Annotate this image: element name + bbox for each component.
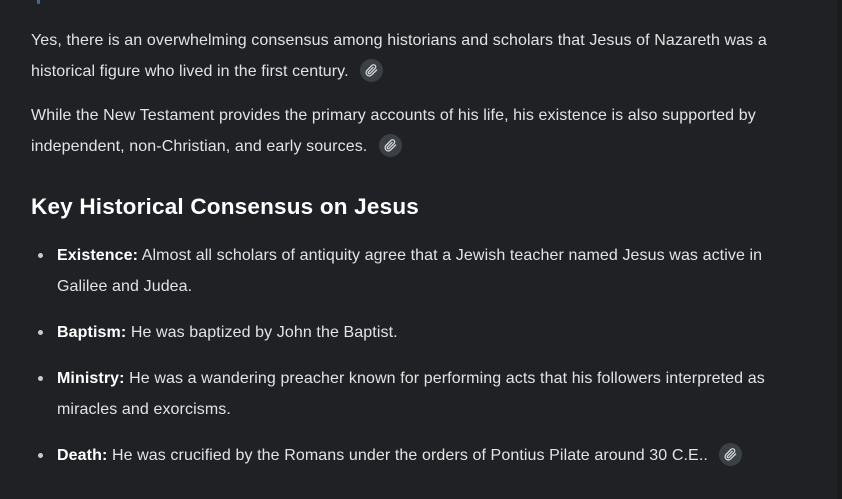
paragraph-text: Yes, there is an overwhelming consensus among historians and scholars that Jesus of Nazareth was a historical figure who lived in the first century.	[31, 32, 767, 80]
list-item	[31, 240, 806, 302]
citation-link-icon[interactable]	[360, 59, 383, 82]
list-item-label: Baptism:	[57, 324, 127, 341]
citation-link-icon[interactable]	[379, 134, 402, 157]
bullet-dot	[38, 330, 43, 335]
list-item	[31, 440, 806, 471]
paragraph-text: While the New Testament provides the primary accounts of his life, his existence is also supported by independent, non-Christian, and early sources.	[31, 107, 756, 155]
list-item-text: He was crucified by the Romans under the orders of Pontius Pilate around 30 C.E..	[111, 447, 708, 464]
list-item	[31, 317, 806, 348]
list-item-text: Almost all scholars of antiquity agree that a Jewish teacher named Jesus was active in Galilee and Judea.	[57, 247, 763, 295]
citation-link-icon[interactable]	[719, 443, 742, 466]
consensus-list	[31, 240, 806, 471]
list-item-text: He was a wandering preacher known for performing acts that his followers interpreted as miracles and exorcisms.	[57, 370, 765, 418]
list-item-text: He was baptized by John the Baptist.	[130, 324, 398, 341]
bullet-dot	[38, 253, 43, 258]
list-item-label: Existence:	[57, 247, 139, 264]
bullet-dot	[38, 453, 43, 458]
list-item-label: Ministry:	[57, 370, 125, 387]
answer-paragraph	[31, 25, 806, 87]
list-item	[31, 363, 806, 425]
list-item-label: Death:	[57, 447, 108, 464]
bullet-dot	[38, 376, 43, 381]
section-heading: Key Historical Consensus on Jesus	[31, 194, 419, 219]
answer-paragraph	[31, 100, 806, 162]
